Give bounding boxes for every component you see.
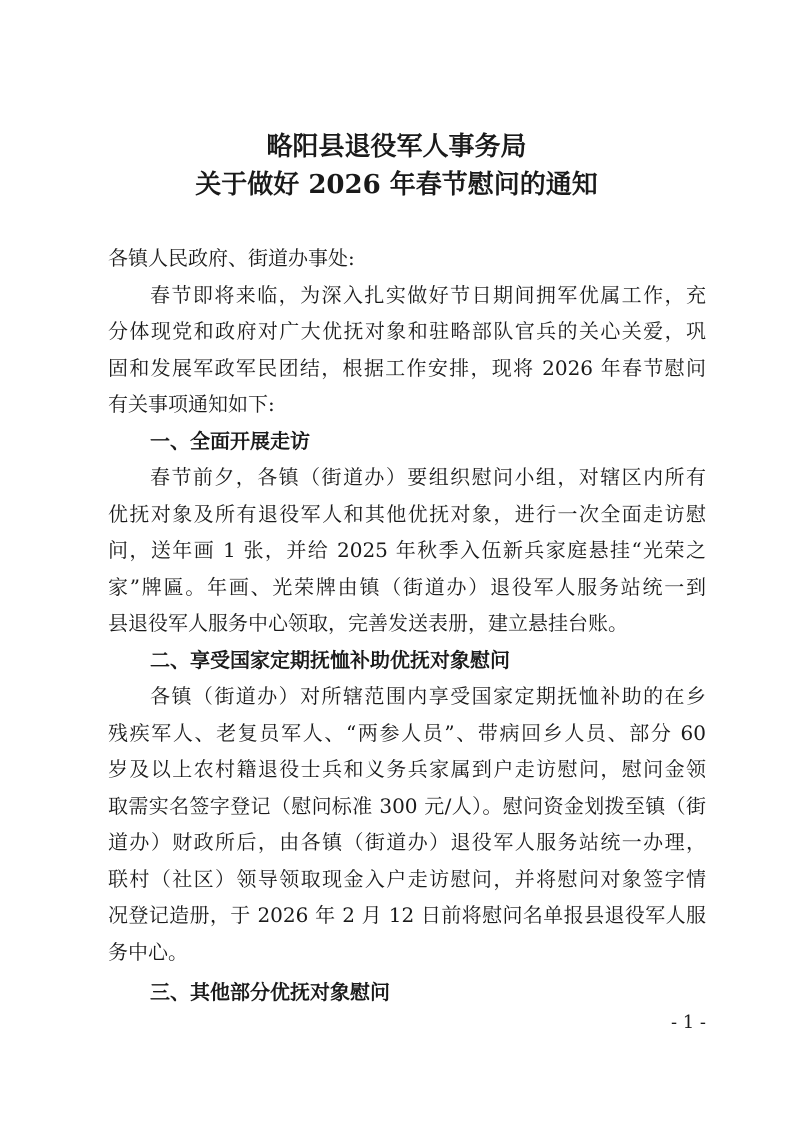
section2-line: 残疾军人、老复员军人、“两参人员”、带病回乡人员、部分 60 xyxy=(108,720,706,745)
section2-line: 务中心。 xyxy=(108,939,188,964)
document-title-line1: 略阳县退役军人事务局 xyxy=(266,132,527,162)
section1-heading: 一、全面开展走访 xyxy=(150,428,310,453)
page-number: - 1 - xyxy=(670,1012,706,1033)
section1-line: 优抚对象及所有退役军人和其他优抚对象，进行一次全面走访慰 xyxy=(108,501,706,526)
section3-heading: 三、其他部分优抚对象慰问 xyxy=(150,980,390,1004)
section2-line: 况登记造册，于 2026 年 2 月 12 日前将慰问名单报县退役军人服 xyxy=(108,903,706,927)
intro-line: 固和发展军政军民团结，根据工作安排，现将 2026 年春节慰问 xyxy=(108,355,706,380)
section1-line: 春节前夕，各镇（街道办）要组织慰问小组，对辖区内所有 xyxy=(150,465,706,489)
salutation: 各镇人民政府、街道办事处: xyxy=(108,246,355,270)
section1-line: 县退役军人服务中心领取，完善发送表册，建立悬挂台账。 xyxy=(108,611,628,635)
section2-line: 岁及以上农村籍退役士兵和义务兵家属到户走访慰问，慰问金领 xyxy=(108,757,706,781)
intro-line: 春节即将来临，为深入扎实做好节日期间拥军优属工作，充 xyxy=(150,282,706,307)
section2-line: 取需实名签字登记（慰问标准 300 元/人）。慰问资金划拨至镇（街 xyxy=(108,793,706,818)
document-body xyxy=(108,240,706,1011)
section2-heading: 二、享受国家定期抚恤补助优抚对象慰问 xyxy=(150,647,510,672)
section1-line: 家”牌匾。年画、光荣牌由镇（街道办）退役军人服务站统一到 xyxy=(108,574,706,599)
section2-line: 各镇（街道办）对所辖范围内享受国家定期抚恤补助的在乡 xyxy=(150,684,706,708)
intro-line: 分体现党和政府对广大优抚对象和驻略部队官兵的关心关爱，巩 xyxy=(108,319,706,343)
section2-line: 道办）财政所后，由各镇（街道办）退役军人服务站统一办理， xyxy=(108,830,706,854)
section1-line: 问，送年画 1 张，并给 2025 年秋季入伍新兵家庭悬挂“光荣之 xyxy=(108,538,706,562)
document-title-line2: 关于做好 2026 年春节慰问的通知 xyxy=(195,170,598,200)
section2-line: 联村（社区）领导领取现金入户走访慰问，并将慰问对象签字情 xyxy=(108,866,706,891)
intro-line: 有关事项通知如下: xyxy=(108,392,275,416)
